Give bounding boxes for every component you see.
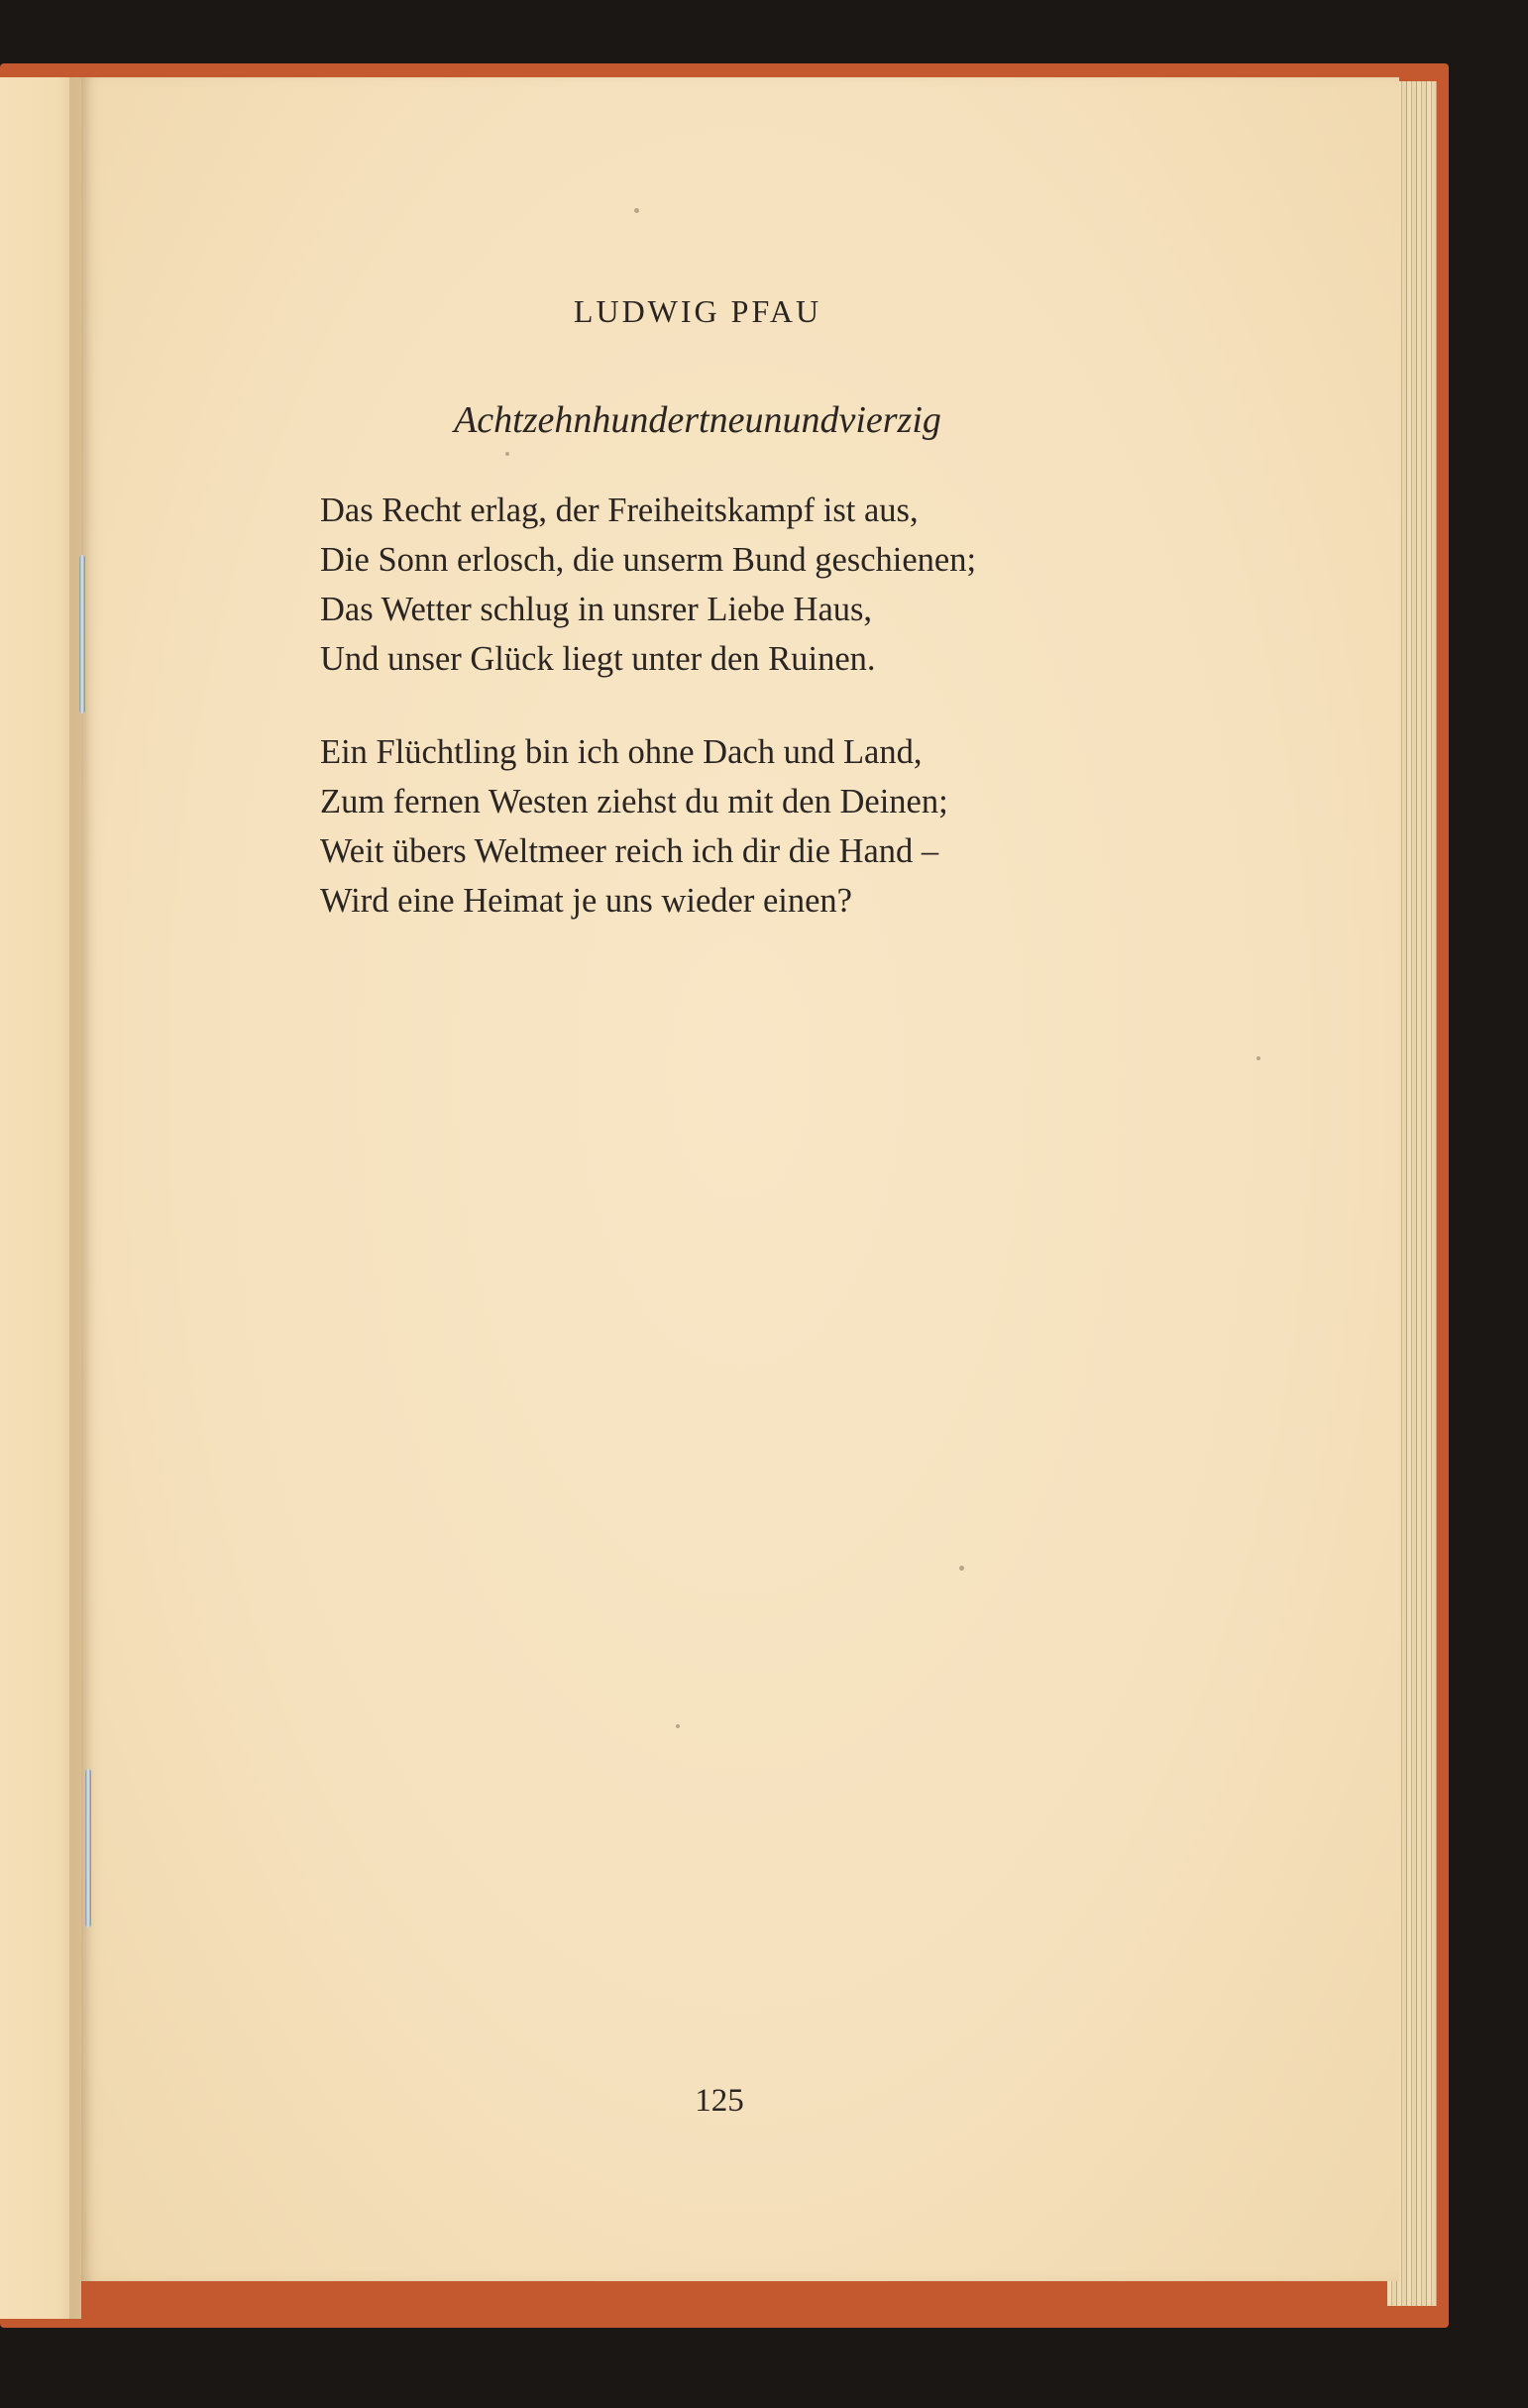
poem-line: Weit übers Weltmeer reich ich dir die Hand – <box>320 832 939 870</box>
poem-line: Das Recht erlag, der Freiheitskampf ist aus, <box>320 492 919 529</box>
page-number: 125 <box>695 2083 744 2119</box>
poem-body <box>320 486 976 969</box>
poem-line: Zum fernen Westen ziehst du mit den Deinen; <box>320 783 948 821</box>
binding-staple-bottom <box>85 1769 91 1927</box>
poem-line: Die Sonn erlosch, die unserm Bund geschienen; <box>320 541 977 579</box>
stanza-1 <box>320 486 976 684</box>
binding-staple-top <box>79 555 85 713</box>
poem-line: Ein Flüchtling bin ich ohne Dach und Land, <box>320 733 923 771</box>
poem-line: Das Wetter schlug in unsrer Liebe Haus, <box>320 591 873 628</box>
paper-speck <box>676 1724 680 1728</box>
paper-speck <box>959 1566 964 1571</box>
paper-speck <box>505 452 509 456</box>
author-name: LUDWIG PFAU <box>573 293 822 329</box>
paper-speck <box>634 208 639 213</box>
poem-line: Und unser Glück liegt unter den Ruinen. <box>320 640 876 678</box>
paper-speck <box>1256 1056 1260 1060</box>
poem-line: Wird eine Heimat je uns wieder einen? <box>320 882 852 920</box>
stanza-2 <box>320 727 976 926</box>
poem-title: Achtzehnhundertneunundvierzig <box>454 399 941 441</box>
